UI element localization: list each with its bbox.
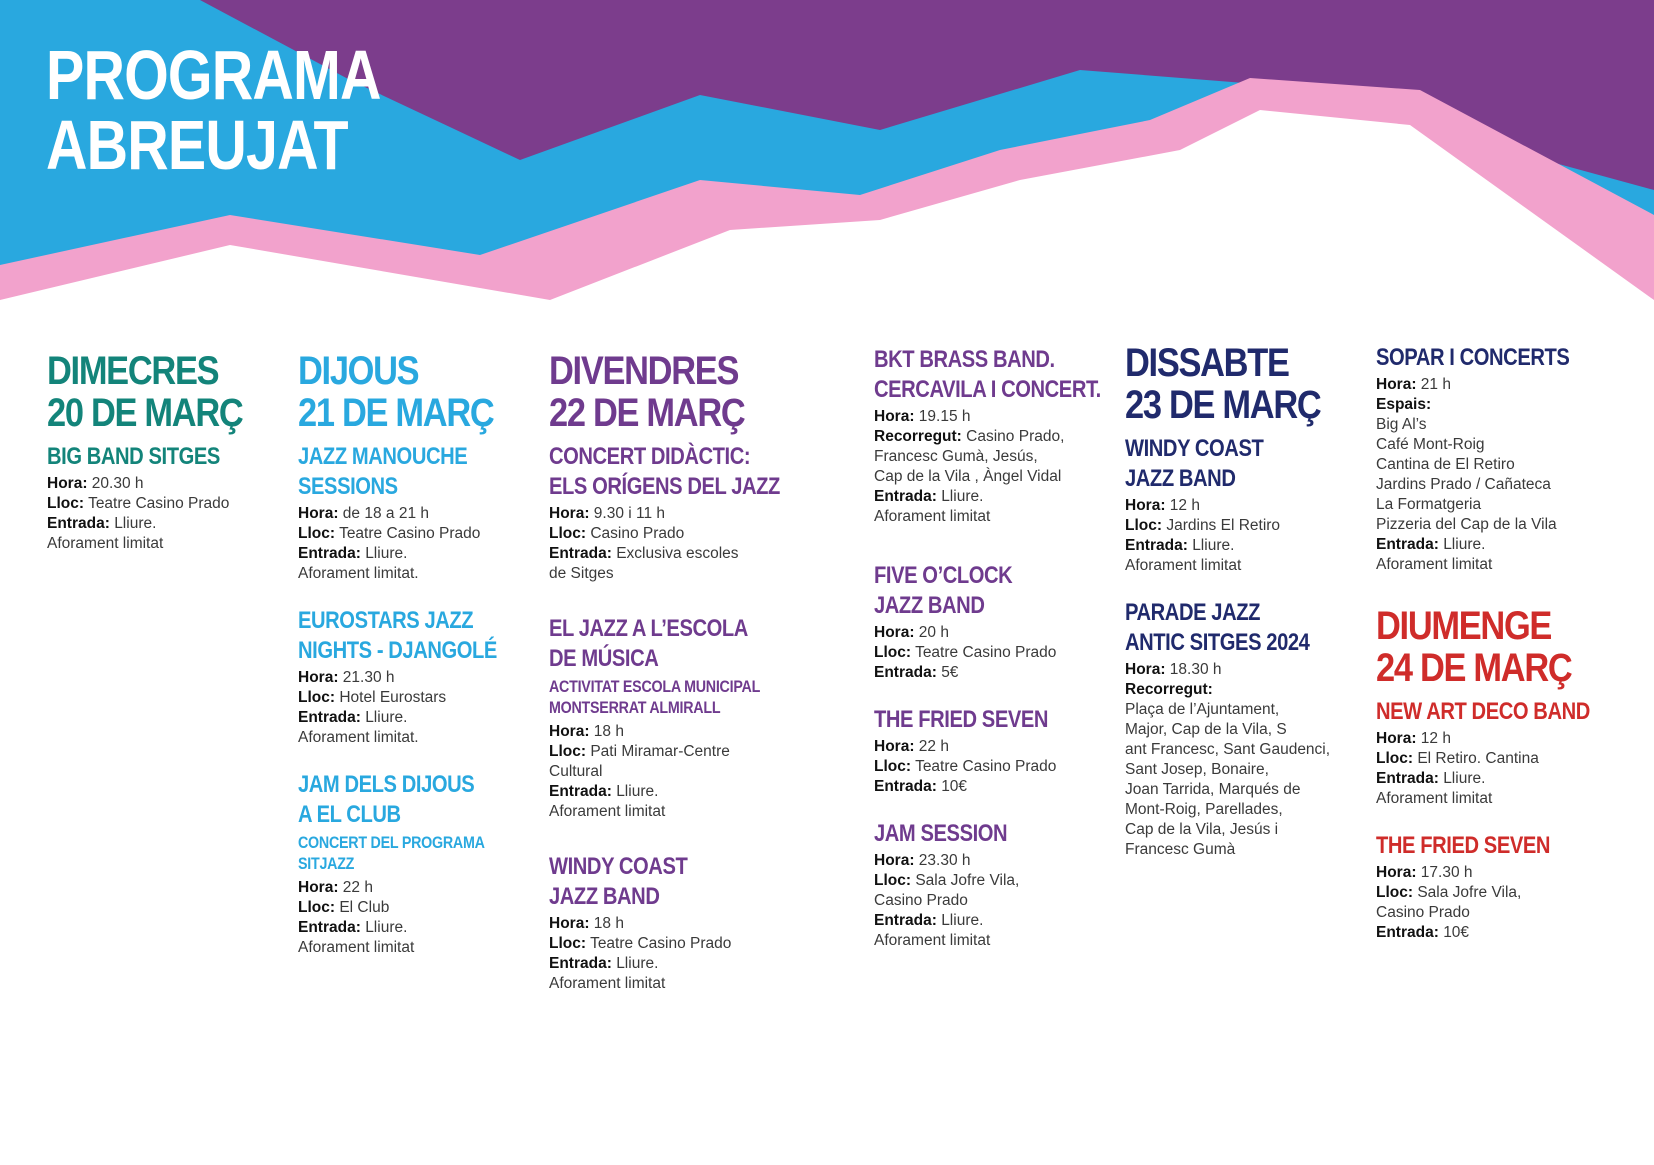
label-entrada: Entrada:	[549, 783, 612, 800]
label-entrada: Entrada:	[549, 955, 612, 972]
event-info	[874, 407, 1124, 527]
value-lloc: Teatre Casino Prado	[339, 525, 481, 542]
event-title	[1376, 831, 1586, 861]
label-hora: Hora:	[549, 505, 590, 522]
route-line: Plaça de l’Ajuntament,	[1125, 701, 1280, 718]
column-friday	[549, 350, 799, 1016]
value-note: Aforament limitat	[549, 975, 666, 992]
column-saturday-sunday	[1376, 343, 1626, 965]
value-note: Aforament limitat	[1376, 556, 1493, 573]
event-title-line: JAM DELS DIJOUS	[298, 771, 475, 798]
day-heading-thursday	[298, 350, 513, 434]
label-hora: Hora:	[298, 879, 339, 896]
day-heading-sunday	[1376, 605, 1591, 689]
event-subtitle	[298, 832, 508, 874]
value-hora: 23.30 h	[918, 852, 971, 869]
event-title-line: JAM SESSION	[874, 820, 1008, 847]
value-lloc: Jardins El Retiro	[1166, 517, 1281, 534]
value-entrada: Lliure.	[1192, 537, 1235, 554]
event-title-line: THE FRIED SEVEN	[1376, 832, 1551, 859]
label-hora: Hora:	[549, 915, 590, 932]
value-lloc: Sala Jofre Vila,	[1417, 884, 1522, 901]
label-lloc: Lloc:	[874, 644, 912, 661]
value-note: Aforament limitat	[47, 535, 164, 552]
value-hora: 21.30 h	[342, 669, 395, 686]
event-jam-session	[874, 819, 1124, 951]
value-note: de Sitges	[549, 565, 614, 582]
event-title	[549, 442, 780, 502]
label-entrada: Entrada:	[874, 912, 937, 929]
event-title-line: ELS ORÍGENS DEL JAZZ	[549, 473, 780, 500]
value-entrada: Lliure.	[941, 912, 984, 929]
event-subtitle-line: CONCERT DEL PROGRAMA	[298, 833, 485, 852]
value-entrada: Lliure.	[114, 515, 157, 532]
label-lloc: Lloc:	[874, 872, 912, 889]
label-hora: Hora:	[1125, 497, 1166, 514]
event-windy-coast-friday	[549, 852, 799, 994]
value-hora: 18.30 h	[1169, 661, 1222, 678]
value-route-line: Francesc Gumà, Jesús,	[874, 448, 1038, 465]
label-lloc: Lloc:	[298, 525, 336, 542]
label-lloc: Lloc:	[47, 495, 85, 512]
value-entrada: Lliure.	[365, 709, 408, 726]
event-title	[298, 442, 508, 502]
day-name: DIJOUS	[298, 349, 419, 393]
label-lloc: Lloc:	[1125, 517, 1163, 534]
day-date: 20 DE MARÇ	[47, 391, 243, 435]
event-title-line: NIGHTS - DJANGOLÉ	[298, 637, 497, 664]
day-date: 23 DE MARÇ	[1125, 383, 1321, 427]
venue-item: La Formatgeria	[1376, 496, 1482, 513]
title-line-1: PROGRAMA	[46, 36, 381, 114]
event-title-line: SOPAR I CONCERTS	[1376, 344, 1570, 371]
event-info	[1376, 729, 1626, 809]
event-info	[549, 914, 799, 994]
value-lloc: Teatre Casino Prado	[915, 644, 1057, 661]
venue-item: Café Mont-Roig	[1376, 436, 1485, 453]
value-lloc-cont: Cultural	[549, 763, 603, 780]
event-title-line: PARADE JAZZ	[1125, 599, 1261, 626]
event-subtitle	[549, 676, 759, 718]
event-info	[549, 504, 799, 584]
event-info	[874, 737, 1124, 797]
value-hora: 17.30 h	[1420, 864, 1473, 881]
event-info	[874, 851, 1124, 951]
route-line: ant Francesc, Sant Gaudenci,	[1125, 741, 1331, 758]
day-date: 22 DE MARÇ	[549, 391, 745, 435]
venue-item: Jardins Prado / Cañateca	[1376, 476, 1551, 493]
label-hora: Hora:	[1125, 661, 1166, 678]
route-line: Francesc Gumà	[1125, 841, 1236, 858]
label-entrada: Entrada:	[874, 664, 937, 681]
label-lloc: Lloc:	[549, 525, 587, 542]
value-hora: de 18 a 21 h	[342, 505, 429, 522]
value-lloc: El Club	[339, 899, 390, 916]
venue-item: Pizzeria del Cap de la Vila	[1376, 516, 1557, 533]
day-date: 21 DE MARÇ	[298, 391, 494, 435]
event-title-line: EUROSTARS JAZZ	[298, 607, 474, 634]
event-info	[1125, 660, 1375, 860]
value-entrada: 10€	[941, 778, 968, 795]
column-friday-continued	[874, 345, 1124, 973]
value-lloc: El Retiro. Cantina	[1417, 750, 1539, 767]
value-lloc: Teatre Casino Prado	[590, 935, 732, 952]
day-name: DISSABTE	[1125, 341, 1289, 385]
value-hora: 19.15 h	[918, 408, 971, 425]
day-heading-saturday	[1125, 342, 1340, 426]
value-entrada: Lliure.	[365, 919, 408, 936]
day-name: DIVENDRES	[549, 349, 739, 393]
route-line: Cap de la Vila, Jesús i	[1125, 821, 1279, 838]
value-entrada: Lliure.	[1443, 770, 1486, 787]
label-entrada: Entrada:	[298, 545, 361, 562]
label-lloc: Lloc:	[298, 899, 336, 916]
value-entrada: Lliure.	[616, 783, 659, 800]
label-lloc: Lloc:	[1376, 884, 1414, 901]
event-title-line: JAZZ BAND	[1125, 465, 1236, 492]
route-line: Sant Josep, Bonaire,	[1125, 761, 1269, 778]
value-lloc-cont: Casino Prado	[1376, 904, 1470, 921]
value-recorregut: Casino Prado,	[966, 428, 1065, 445]
label-entrada: Entrada:	[298, 919, 361, 936]
event-title	[549, 614, 759, 674]
event-title	[1125, 598, 1335, 658]
value-lloc-cont: Casino Prado	[874, 892, 968, 909]
value-entrada: 10€	[1443, 924, 1470, 941]
event-title	[47, 442, 257, 472]
value-note: Aforament limitat.	[298, 565, 419, 582]
event-title-line: WINDY COAST	[1125, 435, 1264, 462]
event-info	[874, 623, 1124, 683]
value-note: Aforament limitat	[549, 803, 666, 820]
event-five-oclock	[874, 561, 1124, 683]
event-info	[298, 668, 548, 748]
event-info	[1376, 863, 1626, 943]
event-bkt-brass-band	[874, 345, 1124, 527]
label-entrada: Entrada:	[298, 709, 361, 726]
value-entrada: Lliure.	[1443, 536, 1486, 553]
event-title-line: JAZZ MANOUCHE	[298, 443, 468, 470]
label-entrada: Entrada:	[874, 488, 937, 505]
event-info	[298, 504, 548, 584]
label-hora: Hora:	[874, 852, 915, 869]
event-subtitle-line: MONTSERRAT ALMIRALL	[549, 698, 721, 717]
value-note: Aforament limitat	[1125, 557, 1242, 574]
label-espais: Espais:	[1376, 396, 1432, 413]
label-hora: Hora:	[47, 475, 88, 492]
venue-item: Cantina de El Retiro	[1376, 456, 1515, 473]
event-fried-seven-friday	[874, 705, 1124, 797]
value-entrada: Exclusiva escoles	[616, 545, 739, 562]
event-title	[1125, 434, 1335, 494]
event-windy-coast-saturday	[1125, 434, 1375, 576]
value-lloc: Pati Miramar-Centre	[590, 743, 730, 760]
event-title	[298, 606, 508, 666]
event-title-line: JAZZ BAND	[874, 592, 985, 619]
label-hora: Hora:	[874, 408, 915, 425]
route-line: Joan Tarrida, Marqués de	[1125, 781, 1301, 798]
event-title	[1376, 697, 1590, 727]
value-hora: 18 h	[593, 915, 624, 932]
event-info	[1376, 375, 1626, 575]
route-line: Major, Cap de la Vila, S	[1125, 721, 1287, 738]
event-title-line: THE FRIED SEVEN	[874, 706, 1049, 733]
label-lloc: Lloc:	[549, 935, 587, 952]
venue-item: Big Al’s	[1376, 416, 1427, 433]
event-title	[549, 852, 759, 912]
value-lloc: Teatre Casino Prado	[88, 495, 230, 512]
label-lloc: Lloc:	[874, 758, 912, 775]
value-hora: 18 h	[593, 723, 624, 740]
label-hora: Hora:	[1376, 864, 1417, 881]
label-entrada: Entrada:	[1376, 536, 1439, 553]
event-title-line: FIVE O’CLOCK	[874, 562, 1013, 589]
event-jam-dels-dijous	[298, 770, 548, 958]
event-jazz-escola-musica	[549, 614, 799, 822]
event-title-line: EL JAZZ A L’ESCOLA	[549, 615, 748, 642]
value-note: Aforament limitat	[298, 939, 415, 956]
event-title	[298, 770, 508, 830]
label-entrada: Entrada:	[1376, 770, 1439, 787]
column-thursday	[298, 350, 548, 980]
label-hora: Hora:	[298, 505, 339, 522]
event-subtitle-line: SITJAZZ	[298, 854, 355, 873]
event-info	[1125, 496, 1375, 576]
event-title-line: DE MÚSICA	[549, 645, 659, 672]
value-lloc: Teatre Casino Prado	[915, 758, 1057, 775]
event-title	[874, 345, 1101, 405]
label-recorregut: Recorregut:	[874, 428, 962, 445]
event-title-line: CERCAVILA I CONCERT.	[874, 376, 1101, 403]
label-lloc: Lloc:	[1376, 750, 1414, 767]
event-parade-jazz	[1125, 598, 1375, 860]
value-route-line: Cap de la Vila , Àngel Vidal	[874, 468, 1062, 485]
value-entrada: 5€	[941, 664, 959, 681]
event-title-line: BKT BRASS BAND.	[874, 346, 1055, 373]
event-big-band-sitges	[47, 442, 297, 554]
value-note: Aforament limitat	[874, 932, 991, 949]
event-subtitle-line: ACTIVITAT ESCOLA MUNICIPAL	[549, 677, 761, 696]
day-name: DIMECRES	[47, 349, 219, 393]
value-hora: 22 h	[342, 879, 373, 896]
label-entrada: Entrada:	[1376, 924, 1439, 941]
page-title	[46, 36, 381, 184]
label-hora: Hora:	[874, 738, 915, 755]
column-saturday	[1125, 342, 1375, 882]
label-entrada: Entrada:	[874, 778, 937, 795]
day-heading-wednesday	[47, 350, 262, 434]
event-title-line: JAZZ BAND	[549, 883, 660, 910]
event-concert-didactic	[549, 442, 799, 584]
label-hora: Hora:	[298, 669, 339, 686]
event-fried-seven-sunday	[1376, 831, 1626, 943]
value-note: Aforament limitat	[874, 508, 991, 525]
event-jazz-manouche	[298, 442, 548, 584]
event-info	[47, 474, 297, 554]
event-title	[874, 705, 1084, 735]
label-entrada: Entrada:	[1125, 537, 1188, 554]
value-note: Aforament limitat.	[298, 729, 419, 746]
label-lloc: Lloc:	[549, 743, 587, 760]
event-title-line: WINDY COAST	[549, 853, 688, 880]
value-hora: 22 h	[918, 738, 949, 755]
value-lloc: Hotel Eurostars	[339, 689, 447, 706]
value-hora: 12 h	[1169, 497, 1200, 514]
event-info	[549, 722, 799, 822]
event-info	[298, 878, 548, 958]
event-title-line: A EL CLUB	[298, 801, 401, 828]
title-line-2: ABREUJAT	[46, 106, 348, 184]
label-entrada: Entrada:	[47, 515, 110, 532]
value-entrada: Lliure.	[365, 545, 408, 562]
event-title-line: CONCERT DIDÀCTIC:	[549, 443, 751, 470]
label-hora: Hora:	[1376, 376, 1417, 393]
value-hora: 9.30 i 11 h	[593, 505, 666, 522]
value-hora: 21 h	[1420, 376, 1451, 393]
value-lloc: Casino Prado	[590, 525, 685, 542]
value-entrada: Lliure.	[941, 488, 984, 505]
day-name: DIUMENGE	[1376, 604, 1552, 648]
event-title	[874, 561, 1084, 621]
event-title-line: SESSIONS	[298, 473, 398, 500]
route-line: Mont-Roig, Parellades,	[1125, 801, 1283, 818]
label-entrada: Entrada:	[549, 545, 612, 562]
day-date: 24 DE MARÇ	[1376, 646, 1572, 690]
value-note: Aforament limitat	[1376, 790, 1493, 807]
value-lloc: Sala Jofre Vila,	[915, 872, 1020, 889]
value-hora: 20.30 h	[91, 475, 144, 492]
event-sopar-i-concerts	[1376, 343, 1626, 575]
label-hora: Hora:	[874, 624, 915, 641]
event-eurostars-jazz-nights	[298, 606, 548, 748]
event-title	[1376, 343, 1586, 373]
event-title-line: BIG BAND SITGES	[47, 443, 220, 470]
column-wednesday	[47, 350, 297, 576]
label-hora: Hora:	[549, 723, 590, 740]
event-title	[874, 819, 1084, 849]
value-hora: 20 h	[918, 624, 949, 641]
label-recorregut: Recorregut:	[1125, 681, 1213, 698]
label-lloc: Lloc:	[298, 689, 336, 706]
label-hora: Hora:	[1376, 730, 1417, 747]
event-title-line: ANTIC SITGES 2024	[1125, 629, 1310, 656]
value-hora: 12 h	[1420, 730, 1451, 747]
event-title-line: NEW ART DECO BAND	[1376, 698, 1590, 725]
day-heading-friday	[549, 350, 764, 434]
value-entrada: Lliure.	[616, 955, 659, 972]
event-new-art-deco-band	[1376, 697, 1626, 809]
